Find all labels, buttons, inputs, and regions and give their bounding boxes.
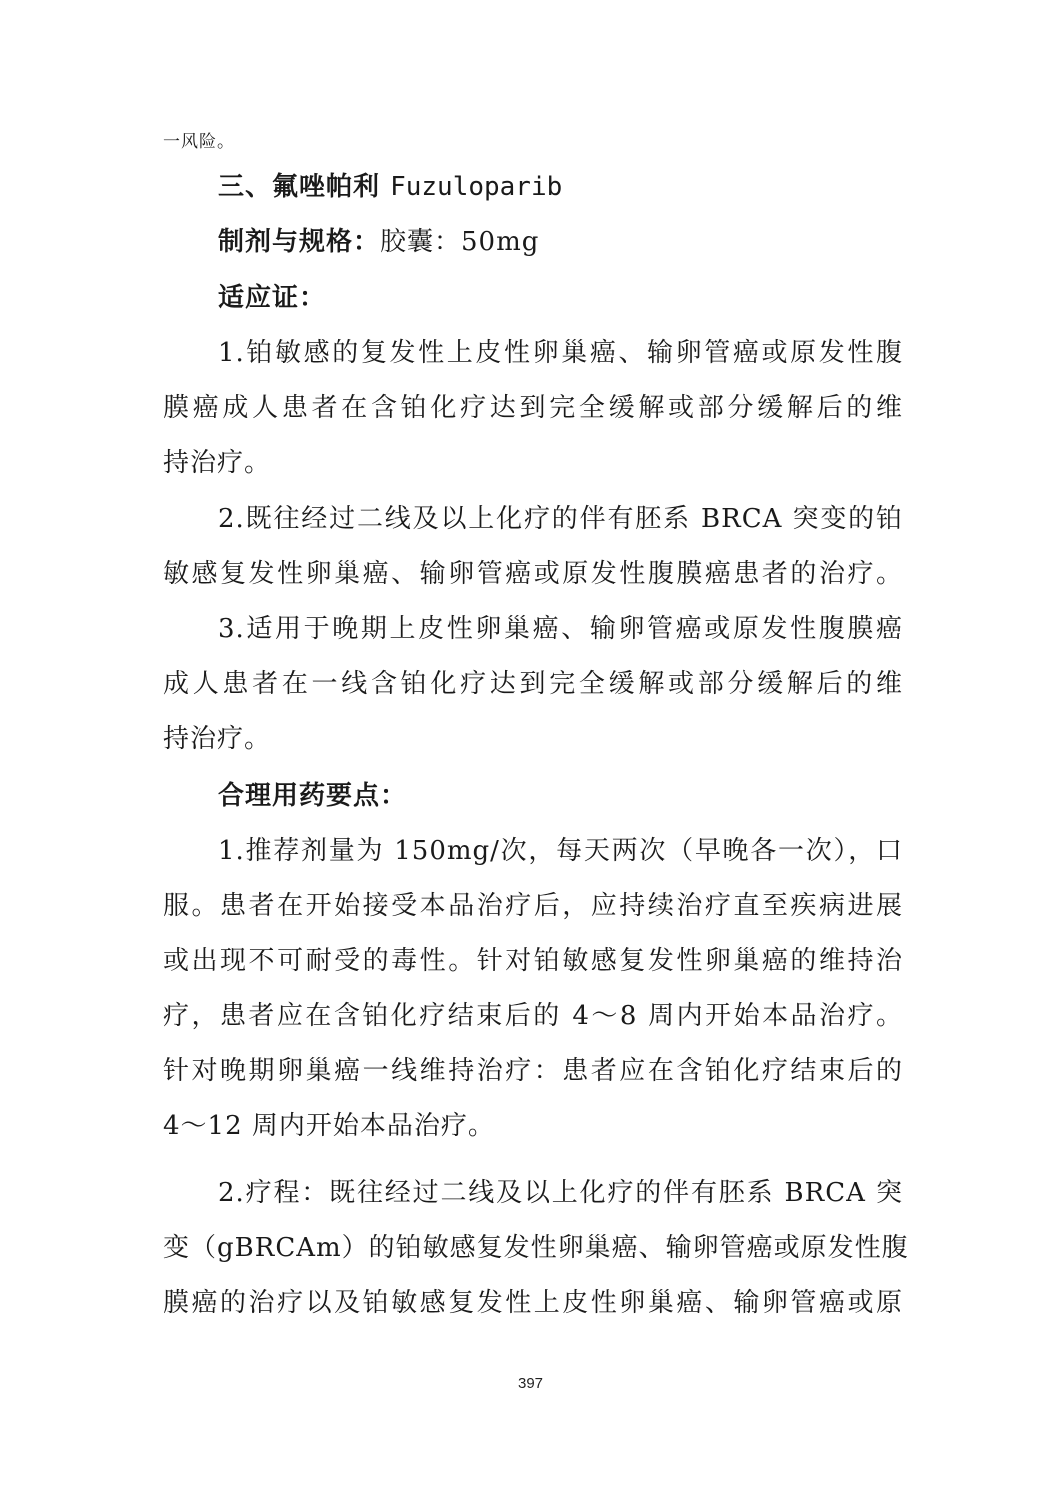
indication-2-line-2: 敏感复发性卵巢癌、输卵管癌或原发性腹膜癌患者的治疗。 bbox=[163, 559, 903, 589]
rational-1-line-1: 1.推荐剂量为 150mg/次，每天两次（早晚各一次），口 bbox=[218, 836, 903, 866]
indication-3-line-3: 持治疗。 bbox=[163, 724, 272, 754]
section-title-en: Fuzuloparib bbox=[390, 172, 563, 202]
indication-3-line-2: 成人患者在一线含铂化疗达到完全缓解或部分缓解后的维 bbox=[163, 669, 903, 699]
page-number: 397 bbox=[517, 1375, 544, 1392]
rational-1-line-3: 或出现不可耐受的毒性。针对铂敏感复发性卵巢癌的维持治 bbox=[163, 946, 903, 976]
rational-use-heading: 合理用药要点： bbox=[218, 781, 408, 811]
rational-1-line-2: 服。患者在开始接受本品治疗后，应持续治疗直至疾病进展 bbox=[163, 891, 903, 921]
rational-2-line-2: 变（gBRCAm）的铂敏感复发性卵巢癌、输卵管癌或原发性腹 bbox=[163, 1233, 909, 1263]
indication-1-line-3: 持治疗。 bbox=[163, 448, 272, 478]
rational-1-line-5: 针对晚期卵巢癌一线维持治疗：患者应在含铂化疗结束后的 bbox=[163, 1056, 903, 1086]
indication-3-line-1: 3.适用于晚期上皮性卵巢癌、输卵管癌或原发性腹膜癌 bbox=[218, 614, 903, 644]
rational-1-line-4: 疗，患者应在含铂化疗结束后的 4～8 周内开始本品治疗。 bbox=[163, 1001, 903, 1031]
indication-1-line-1: 1.铂敏感的复发性上皮性卵巢癌、输卵管癌或原发性腹 bbox=[218, 338, 903, 368]
rational-1-line-6: 4～12 周内开始本品治疗。 bbox=[163, 1111, 495, 1141]
spec-label: 制剂与规格： bbox=[218, 227, 381, 257]
section-title bbox=[218, 170, 903, 204]
rational-2-line-3: 膜癌的治疗以及铂敏感复发性上皮性卵巢癌、输卵管癌或原 bbox=[163, 1288, 903, 1318]
spec-line bbox=[218, 225, 903, 259]
spec-value: 胶囊：50mg bbox=[380, 227, 540, 257]
indication-2-line-1: 2.既往经过二线及以上化疗的伴有胚系 BRCA 突变的铂 bbox=[218, 504, 903, 534]
indication-1-line-2: 膜癌成人患者在含铂化疗达到完全缓解或部分缓解后的维 bbox=[163, 393, 903, 423]
top-fragment: 一风险。 bbox=[163, 132, 235, 152]
rational-2-line-1: 2.疗程：既往经过二线及以上化疗的伴有胚系 BRCA 突 bbox=[218, 1178, 903, 1208]
section-title-cn: 三、氟唑帕利 bbox=[218, 172, 381, 202]
indication-heading: 适应证： bbox=[218, 283, 327, 313]
